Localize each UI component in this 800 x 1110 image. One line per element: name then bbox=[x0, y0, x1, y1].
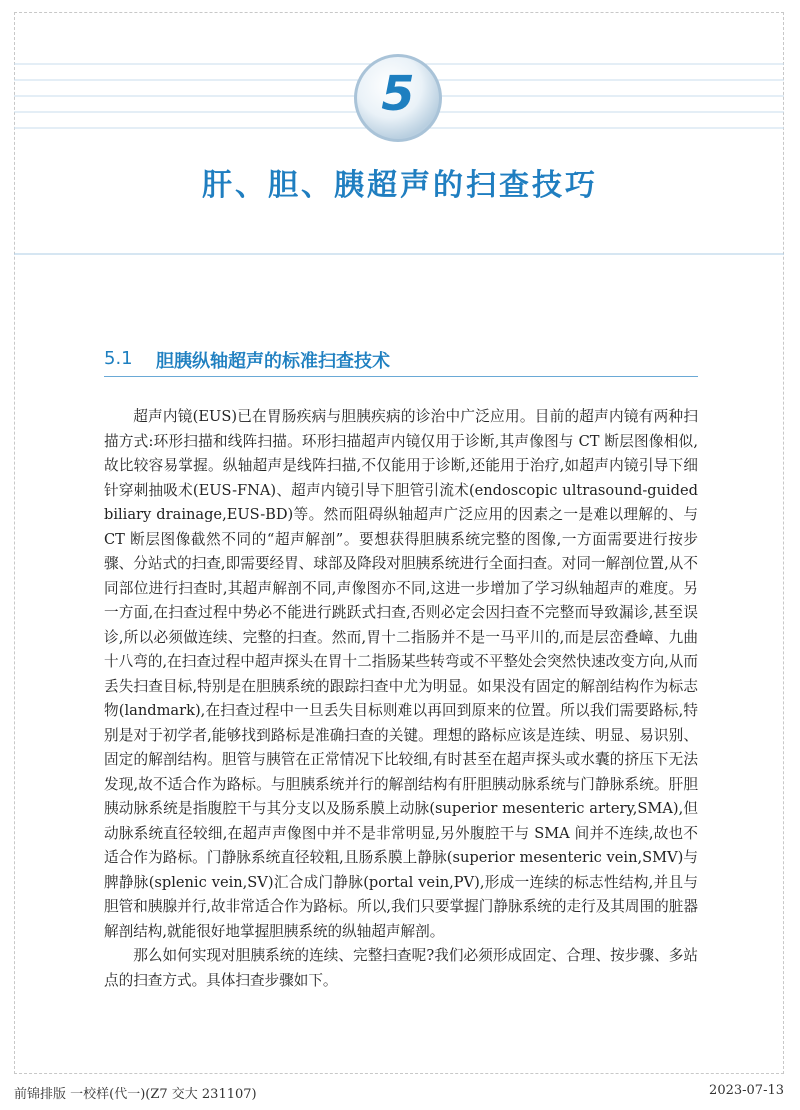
chapter-number: 5 bbox=[381, 66, 415, 122]
body-paragraph: 超声内镜(EUS)已在胃肠疾病与胆胰疾病的诊治中广泛应用。目前的超声内镜有两种扫描方式:环形扫描和线阵扫描。环形扫描超声内镜仅用于诊断,其声像图与 CT 断层图像相似,故比较容易掌握。纵轴超声是线阵扫描,不仅能用于诊断,还能用于治疗,如超声内镜引导下细针穿刺抽吸术(EUS-FNA)、超声内镜引导下胆管引流术(endoscopic ultrasound-guided biliary drainage,EUS-BD)等。然而阻碍纵轴超声广泛应用的因素之一是难以理解的、与 CT 断层图像截然不同的“超声解剖”。要想获得胆胰系统完整的图像,一方面需要进行按步骤、分站式的扫查,即需要经胃、球部及降段对胆胰系统进行全面扫查。对同一解剖位置,从不同部位进行扫查时,其超声解剖不同,声像图亦不同,这进一步增加了学习纵轴超声的难度。另一方面,在扫查过程中势必不能进行跳跃式扫查,否则必定会因扫查不完整而导致漏诊,甚至误诊,所以必须做连续、完整的扫查。然而,胃十二指肠并不是一马平川的,而是层峦叠嶂、九曲十八弯的,在扫查过程中超声探头在胃十二指肠某些转弯或不平整处会突然快速改变方向,从而丢失扫查目标,特别是在胆胰系统的跟踪扫查中尤为明显。如果没有固定的解剖结构作为标志物(landmark),在扫查过程中一旦丢失目标则难以再回到原来的位置。所以我们需要路标,特别是对于初学者,能够找到路标是准确扫查的关键。理想的路标应该是连续、明显、易识别、固定的解剖结构。胆管与胰管在正常情况下比较细,有时甚至在超声探头或水囊的挤压下无法发现,故不适合作为路标。与胆胰系统并行的解剖结构有肝胆胰动脉系统与门静脉系统。肝胆胰动脉系统是指腹腔干与其分支以及肠系膜上动脉(superior mesenteric artery,SMA),但动脉系统直径较细,在超声声像图中并不是非常明显,另外腹腔干与 SMA 间并不连续,故也不适合作为路标。门静脉系统直径较粗,且肠系膜上静脉(superior mesenteric vein,SMV)与脾静脉(splenic vein,SV)汇合成门静脉(portal vein,PV),形成一连续的标志性结构,并且与胆管和胰腺并行,故非常适合作为路标。所以,我们只要掌握门静脉系统的走行及其周围的脏器解剖结构,就能很好地掌握胆胰系统的纵轴超声解剖。 bbox=[104, 408, 698, 940]
body-text bbox=[104, 405, 698, 993]
section-heading bbox=[104, 346, 698, 377]
body-paragraph: 那么如何实现对胆胰系统的连续、完整扫查呢?我们必须形成固定、合理、按步骤、多站点的扫查方式。具体扫查步骤如下。 bbox=[104, 947, 698, 989]
section-number: 5.1 bbox=[104, 348, 133, 369]
footer-print-info: 前锦排版 一校样(代一)(Z7 交大 231107) bbox=[14, 1087, 257, 1102]
chapter-title: 肝、胆、胰超声的扫查技巧 bbox=[202, 168, 598, 203]
footer-date: 2023-07-13 bbox=[709, 1083, 784, 1098]
section-title: 胆胰纵轴超声的标准扫查技术 bbox=[156, 351, 390, 372]
